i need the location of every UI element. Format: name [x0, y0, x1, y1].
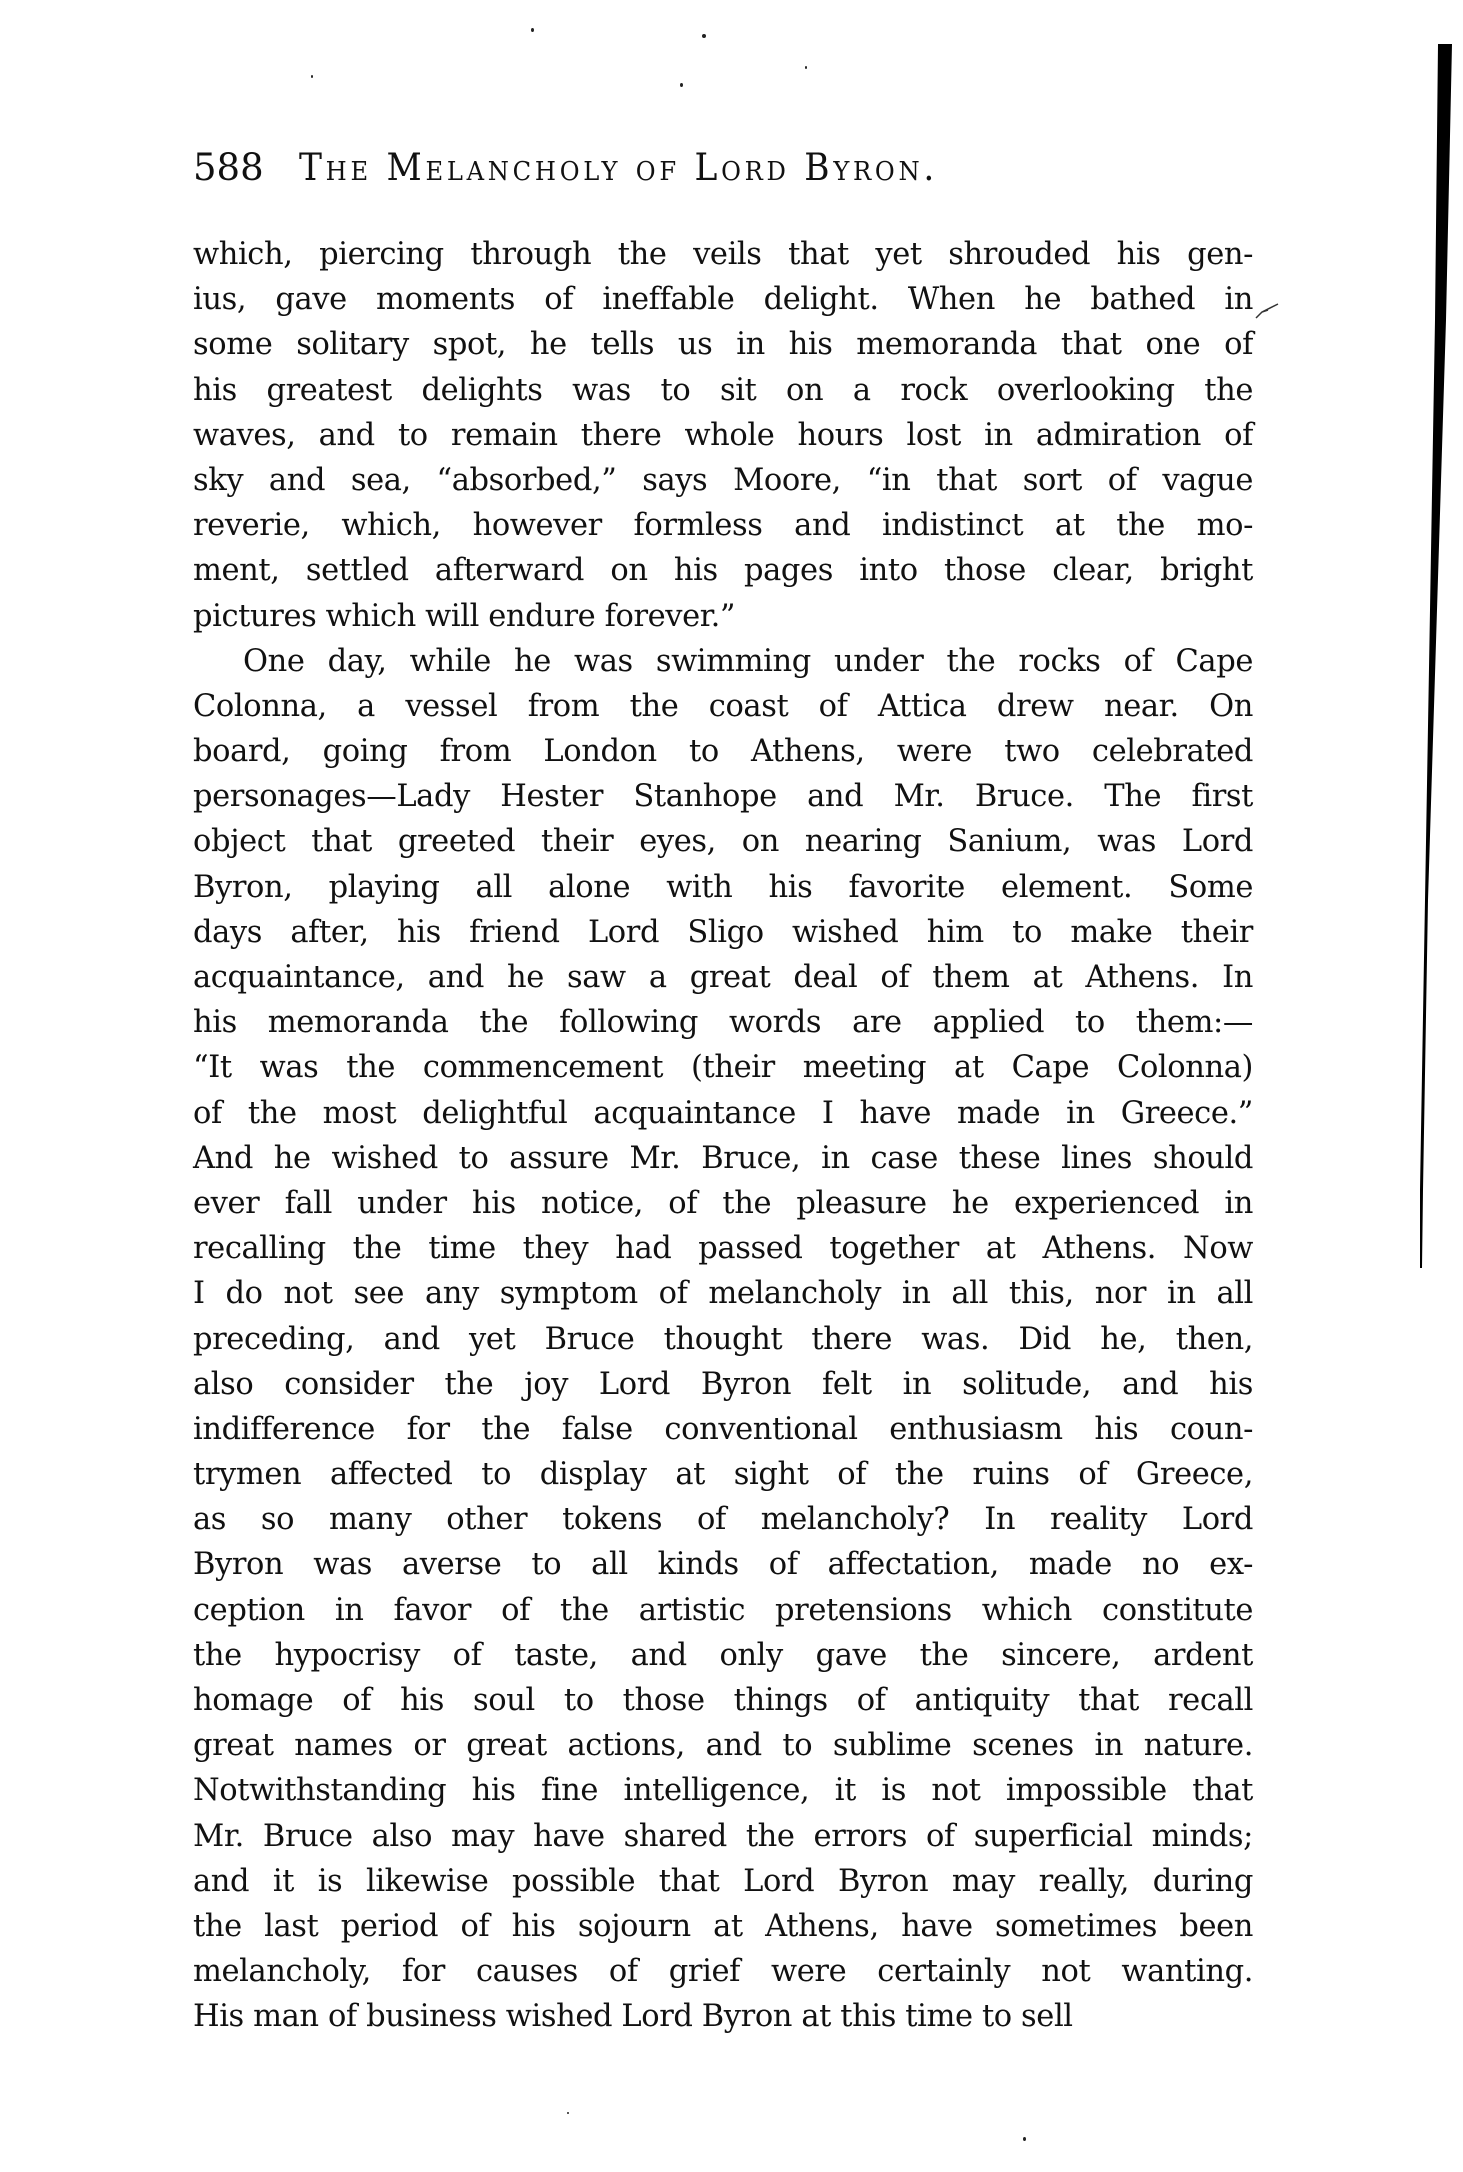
text-line: ment, settled afterward on his pages into those clear, bright [193, 553, 1253, 589]
pen-mark [1256, 304, 1278, 318]
speck-mark [1023, 2137, 1026, 2141]
text-line: waves, and to remain there whole hours lost in admiration of [193, 417, 1253, 453]
running-head [193, 146, 1153, 196]
text-line: Byron was averse to all kinds of affectation, made no ex- [193, 1547, 1253, 1583]
speck-mark [805, 66, 807, 69]
text-line: and it is likewise possible that Lord Byron may really, during [193, 1863, 1253, 1899]
binding-edge-bar [1420, 44, 1452, 1268]
speck-mark [680, 83, 683, 87]
text-line: “It was the commencement (their meeting at Cape Colonna) [193, 1050, 1253, 1086]
text-line: I do not see any symptom of melancholy in all this, nor in all [193, 1276, 1253, 1312]
paragraph [193, 232, 1253, 639]
text-line: Colonna, a vessel from the coast of Attica drew near. On [193, 688, 1253, 724]
text-line: personages—Lady Hester Stanhope and Mr. Bruce. The first [193, 779, 1253, 815]
text-line: as so many other tokens of melancholy? In reality Lord [193, 1502, 1253, 1538]
body-text [193, 232, 1253, 2040]
text-line: reverie, which, however formless and indistinct at the mo- [193, 508, 1253, 544]
text-line: object that greeted their eyes, on nearing Sanium, was Lord [193, 824, 1253, 860]
text-line: homage of his soul to those things of antiquity that recall [193, 1683, 1253, 1718]
running-title: The Melancholy of Lord Byron. [298, 146, 938, 189]
text-line: His man of business wished Lord Byron at this time to sell [193, 1999, 1073, 2035]
text-line: days after, his friend Lord Sligo wished him to make their [193, 914, 1253, 950]
text-line: And he wished to assure Mr. Bruce, in case these lines should [193, 1140, 1253, 1176]
text-line: his memoranda the following words are applied to them:— [193, 1005, 1253, 1041]
speck-mark [702, 34, 706, 38]
text-line: some solitary spot, he tells us in his memoranda that one of [193, 327, 1253, 363]
text-line: trymen affected to display at sight of the ruins of Greece, [193, 1457, 1253, 1493]
text-line: Byron, playing all alone with his favorite element. Some [193, 869, 1253, 905]
text-line: pictures which will endure forever.” [193, 598, 736, 634]
text-line: ception in favor of the artistic pretensions which constitute [193, 1592, 1253, 1628]
text-line: which, piercing through the veils that yet shrouded his gen- [193, 237, 1253, 272]
text-line: great names or great actions, and to sublime scenes in nature. [193, 1728, 1253, 1764]
speck-mark [531, 28, 534, 32]
page-number: 588 [193, 146, 264, 189]
text-line: the hypocrisy of taste, and only gave the sincere, ardent [193, 1637, 1253, 1673]
text-line: recalling the time they had passed together at Athens. Now [193, 1231, 1253, 1267]
text-line: indifference for the false conventional enthusiasm his coun- [193, 1411, 1253, 1447]
text-line: Mr. Bruce also may have shared the errors of superficial minds; [193, 1818, 1253, 1854]
text-line: also consider the joy Lord Byron felt in solitude, and his [193, 1366, 1253, 1402]
text-line: sky and sea, “absorbed,” says Moore, “in that sort of vague [193, 462, 1253, 498]
text-line: ever fall under his notice, of the pleasure he experienced in [193, 1185, 1253, 1221]
text-line: acquaintance, and he saw a great deal of them at Athens. In [193, 960, 1253, 995]
text-line: ius, gave moments of ineffable delight. When he bathed in [193, 282, 1253, 318]
text-line: preceding, and yet Bruce thought there was. Did he, then, [193, 1321, 1253, 1357]
text-line: melancholy, for causes of grief were certainly not wanting. [193, 1954, 1253, 1990]
text-line: of the most delightful acquaintance I have made in Greece.” [193, 1095, 1253, 1131]
text-line: Notwithstanding his fine intelligence, it is not impossible that [193, 1773, 1253, 1809]
speck-mark [311, 75, 313, 78]
paragraph [193, 639, 1253, 2040]
text-line: his greatest delights was to sit on a rock overlooking the [193, 372, 1253, 408]
text-line: board, going from London to Athens, were two celebrated [193, 734, 1253, 770]
text-line: the last period of his sojourn at Athens, have sometimes been [193, 1908, 1253, 1944]
speck-mark [567, 2112, 569, 2114]
text-line: One day, while he was swimming under the rocks of Cape [243, 643, 1253, 679]
